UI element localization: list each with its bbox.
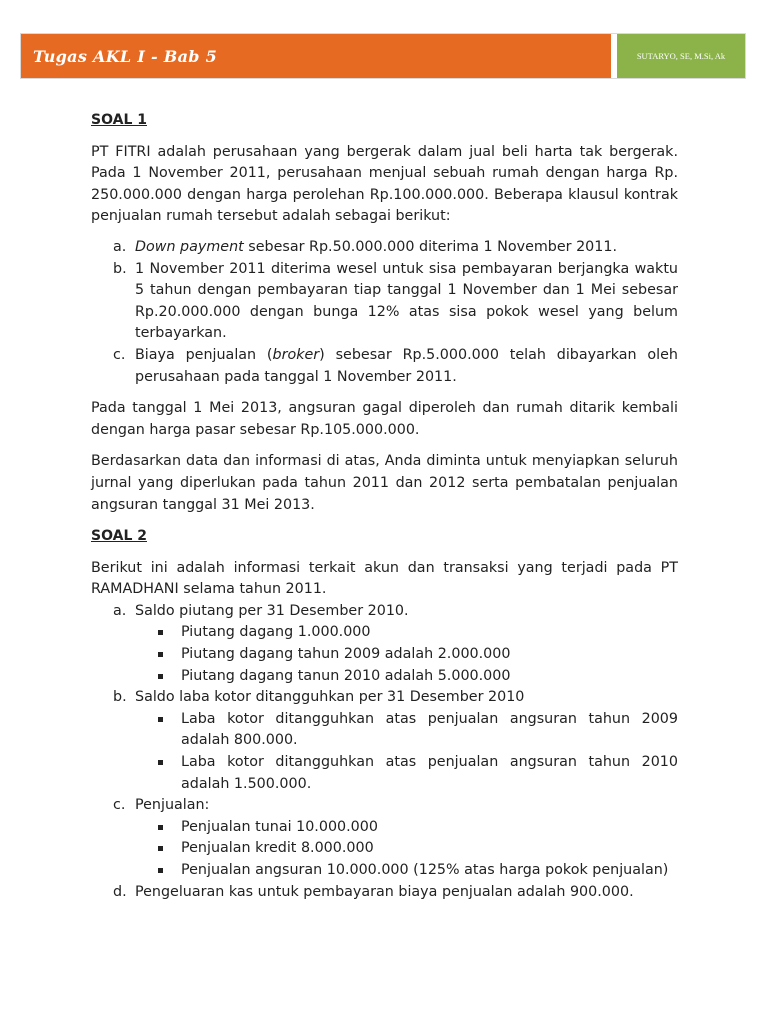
bullet-icon [158,674,163,679]
sublist-item-text: Piutang dagang tanun 2010 adalah 5.000.000 [181,667,511,684]
list-marker: c. [113,346,126,363]
list-item-text: sebesar Rp.50.000.000 diterima 1 November 2011. [243,238,618,255]
sublist-item-text: Penjualan angsuran 10.000.000 (125% atas harga pokok penjualan) [181,862,669,878]
list-item [91,237,678,259]
soal2-c-sublist [91,817,678,882]
soal2-heading: SOAL 2 [91,528,147,545]
soal1-paragraph-3: Berdasarkan data dan informasi di atas, Anda diminta untuk menyiapkan seluruh jurnal yang diperlukan pada tahun 2011 dan 2012 serta pembatalan penjualan angsuran tanggal 31 Mei 2013. [91,453,678,513]
list-item [91,882,678,904]
list-item-text: Pengeluaran kas untuk pembayaran biaya penjualan adalah 900.000. [135,883,634,900]
sublist-item-text: Penjualan tunai 10.000.000 [181,818,378,835]
sublist-item [91,817,678,839]
list-item-text-post: ) sebesar Rp.5.000.000 telah dibayarkan oleh perusahaan pada tanggal 1 November 2011. [135,346,678,385]
bullet-icon [158,630,163,635]
bullet-icon [158,868,163,873]
bullet-icon [158,717,163,722]
bullet-icon [158,825,163,830]
sublist-item-text: Laba kotor ditangguhkan atas penjualan angsuran tahun 2010 adalah 1.500.000. [181,754,678,792]
soal2-info-list-b [91,687,678,709]
page-header [20,33,746,79]
soal1-paragraph-2: Pada tanggal 1 Mei 2013, angsuran gagal diperoleh dan rumah ditarik kembali dengan harga pasar sebesar Rp.105.000.000. [91,400,678,438]
list-item-text: Saldo laba kotor ditangguhkan per 31 Desember 2010 [135,689,525,706]
list-item [91,601,678,623]
sublist-item [91,752,678,795]
list-item [91,259,678,345]
soal2-b-sublist [91,709,678,795]
broker-term: broker [272,346,320,363]
bullet-icon [158,652,163,657]
soal2-info-list-d [91,882,678,904]
bullet-icon [158,846,163,851]
list-marker: a. [113,602,127,619]
list-marker: c. [113,797,126,814]
soal2-info-list [91,601,678,623]
list-item-text-pre: Biaya penjualan ( [135,346,273,363]
sublist-item [91,838,678,860]
document-title: Tugas AKL I - Bab 5 [33,46,218,66]
header-author-band [617,34,745,78]
sublist-item-text: Penjualan kredit 8.000.000 [181,840,374,857]
list-item [91,795,678,817]
soal2-intro: Berikut ini adalah informasi terkait akun dan transaksi yang terjadi pada PT RAMADHANI selama tahun 2011. [91,559,678,598]
sublist-item [91,860,678,882]
sublist-item [91,644,678,666]
down-payment-term: Down payment [135,238,244,255]
list-item [91,687,678,709]
list-item-text: 1 November 2011 diterima wesel untuk sisa pembayaran berjangka waktu 5 tahun dengan pembayaran tiap tanggal 1 November dan 1 Mei sebesar Rp.20.000.000 dengan bunga 12% atas sisa pokok wesel yang belum terbayarkan. [135,260,678,342]
list-item-text: Penjualan: [135,797,210,814]
sublist-item [91,666,678,688]
soal1-intro: PT FITRI adalah perusahaan yang bergerak dalam jual beli harta tak bergerak. Pada 1 November 2011, perusahaan menjual sebuah rumah dengan harga Rp. 250.000.000 dengan harga perolehan Rp.100.000.000. Beberapa klausul kontrak penjualan rumah tersebut adalah sebagai berikut: [91,143,678,225]
sublist-item [91,709,678,752]
soal2-a-sublist [91,622,678,687]
list-marker: b. [113,689,127,706]
sublist-item-text: Piutang dagang 1.000.000 [181,624,371,641]
sublist-item-text: Laba kotor ditangguhkan atas penjualan angsuran tahun 2009 adalah 800.000. [181,710,678,749]
list-marker: d. [113,883,127,900]
sublist-item-text: Piutang dagang tahun 2009 adalah 2.000.000 [181,646,511,663]
list-marker: a. [113,238,127,255]
soal1-clause-list [91,237,678,388]
document-body [91,110,678,903]
bullet-icon [158,760,163,765]
list-item-text: Saldo piutang per 31 Desember 2010. [135,602,409,619]
author-name: SUTARYO, SE, M.Si, Ak [636,51,726,61]
sublist-item [91,622,678,644]
soal1-heading: SOAL 1 [91,112,147,128]
soal2-info-list-c [91,795,678,817]
header-title-band [21,34,611,78]
list-marker: b. [113,260,127,277]
list-item [91,345,678,388]
